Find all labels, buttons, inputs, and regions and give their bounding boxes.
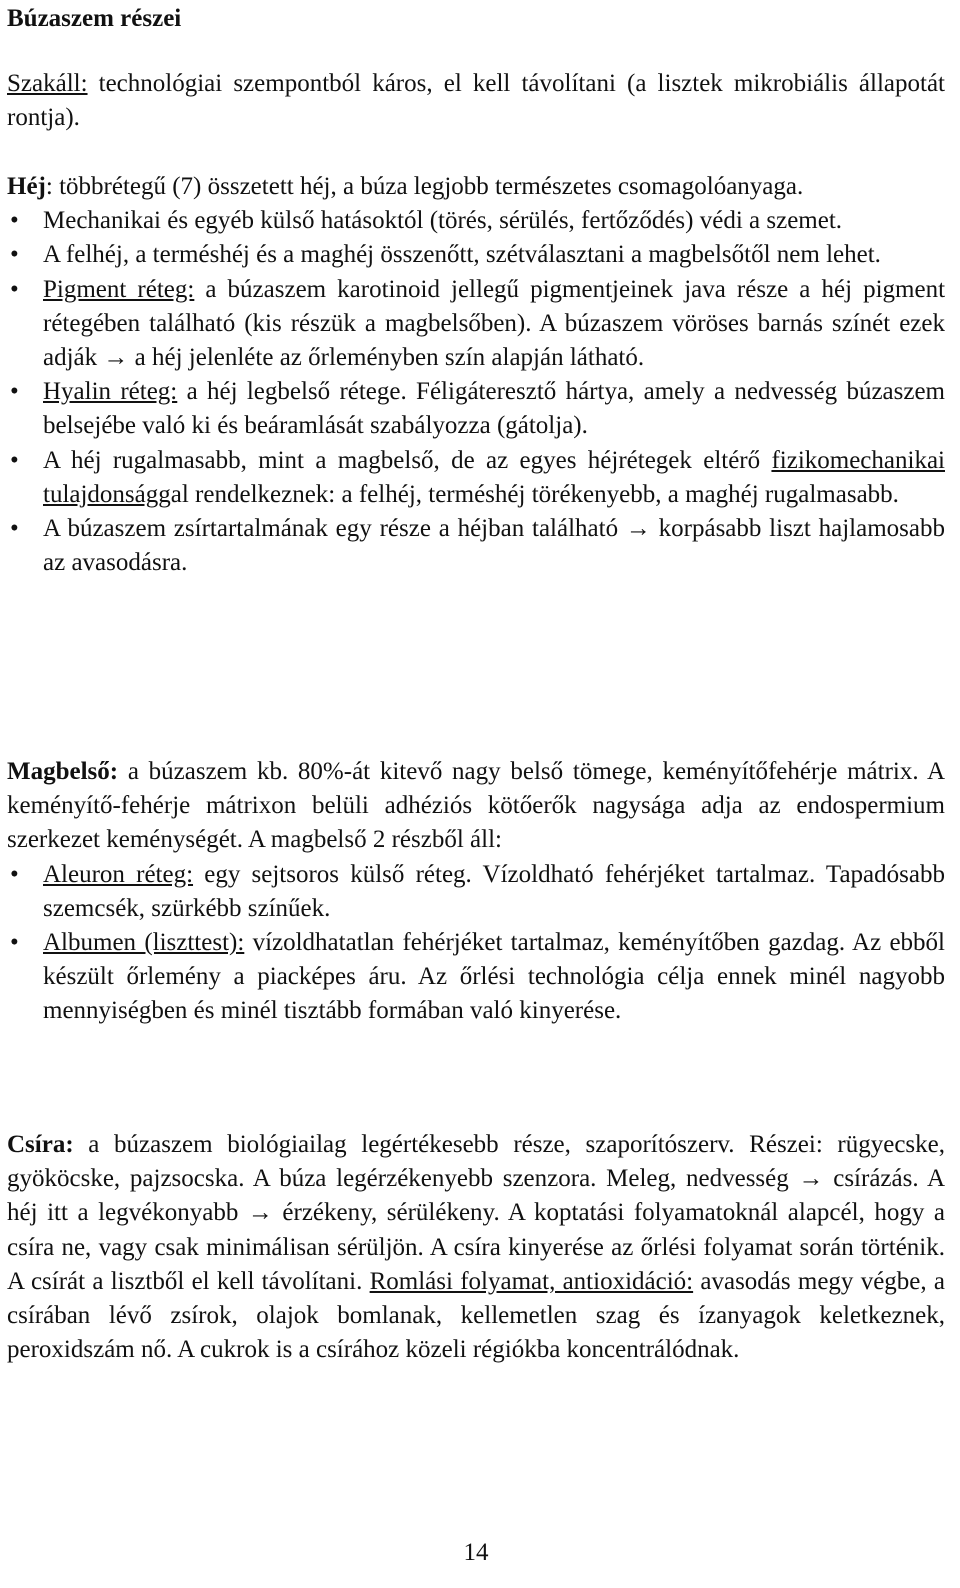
hej-intro-paragraph — [7, 170, 945, 204]
list-item-text-post: gal rendelkeznek: a felhéj, terméshéj törékenyebb, a maghéj rugalmasabb. — [158, 480, 899, 508]
page-number: 14 — [463, 1539, 489, 1566]
list-item-text: A búzaszem zsírtartalmának egy része a héjban található → korpásabb liszt hajlamosabb az avasodásra. — [43, 515, 945, 577]
hej-section — [7, 170, 945, 580]
magbelso-text: a búzaszem kb. 80%-át kitevő nagy belső tömege, keményítőfehérje mátrix. A keményítő-fehérje mátrixon belüli adhéziós kötőerők nagysága adja az endospermium szerkezet keménységét. A magbelső 2 részből áll: — [7, 758, 945, 854]
page-title: Búzaszem részei — [7, 5, 182, 32]
list-item-text: vízoldhatatlan fehérjéket tartalmaz, keményítőben gazdag. Az ebből készült őrlemény a piacképes áru. Az őrlési technológia célja ennek minél nagyobb mennyiségben és minél tisztább formában való kinyerése. — [43, 929, 945, 1025]
bullet-icon: • — [10, 275, 19, 303]
magbelso-term: Magbelső: — [7, 758, 119, 785]
list-item-text: egy sejtsoros külső réteg. Vízoldható fehérjéket tartalmaz. Tapadósabb szemcsék, szürkébb színűek. — [43, 860, 945, 922]
bullet-icon: • — [10, 241, 19, 269]
hej-bullet-list — [7, 204, 945, 580]
magbelso-bullet-list — [7, 858, 945, 1029]
bullet-icon: • — [10, 929, 19, 957]
list-item — [7, 204, 945, 238]
list-item-text: Mechanikai és egyéb külső hatásoktól (törés, sérülés, fertőződés) védi a szemet. — [43, 207, 843, 235]
list-item — [7, 375, 945, 443]
szakall-paragraph — [7, 67, 945, 135]
list-item-text-pre: A héj rugalmasabb, mint a magbelső, de az egyes héjrétegek eltérő — [43, 446, 772, 474]
csira-text-2: avasodás megy végbe, a csírában lévő zsírok, olajok bomlanak, kellemetlen szag és ízanyagok keletkeznek, peroxidszám nő. A cukrok is a csírához közeli régiókba koncentrálódnak. — [7, 1267, 946, 1364]
csira-term: Csíra: — [7, 1131, 74, 1158]
csira-term-2: Romlási folyamat, antioxidáció: — [369, 1267, 694, 1295]
bullet-icon: • — [10, 515, 19, 543]
szakall-text: technológiai szempontból káros, el kell távolítani (a lisztek mikrobiális állapotát rontja). — [7, 70, 945, 132]
hej-term: Héj — [7, 173, 46, 200]
list-item-term: fizikomechanikai tulajdonság — [43, 446, 945, 508]
bullet-icon: • — [10, 446, 19, 474]
list-item-text: A felhéj, a terméshéj és a maghéj összenőtt, szétválasztani a magbelsőtől nem lehet. — [43, 241, 881, 269]
list-item — [7, 238, 945, 272]
bullet-icon: • — [10, 860, 19, 888]
list-item — [7, 444, 945, 512]
list-item — [7, 273, 945, 376]
list-item-text: a búzaszem karotinoid jellegű pigmentjeinek java része a héj pigment rétegében található (kis részük a magbelsőben). A búzaszem vöröses barnás színét ezek adják → a héj jelenléte az őrleményben szín alapján látható. — [43, 275, 946, 372]
szakall-term: Szakáll: — [7, 70, 88, 97]
list-item — [7, 858, 945, 926]
list-item-text: a héj legbelső rétege. Féligáteresztő hártya, amely a nedvesség búzaszem belsejébe való ki és beáramlását szabályozza (gátolja). — [43, 378, 946, 440]
csira-text: a búzaszem biológiailag legértékesebb része, szaporítószerv. Részei: rügyecske, gyököcske, pajzsocska. A búza legérzékenyebb szenzora. Meleg, nedvesség → csírázás. A héj itt a legvékonyabb → érzékeny, sérülékeny. A koptatási folyamatoknál alapcél, hogy a csíra ne, vagy csak minimálisan sérüljön. A csíra kinyerése az őrlési folyamat során történik. A csírát a lisztből el kell távolítani. — [7, 1131, 945, 1295]
list-item-term: Hyalin réteg: — [43, 378, 178, 406]
bullet-icon: • — [10, 378, 19, 406]
list-item-term: Pigment réteg: — [43, 275, 195, 303]
list-item — [7, 512, 945, 580]
csira-paragraph — [7, 1128, 945, 1367]
list-item-term: Albumen (liszttest): — [43, 929, 245, 957]
magbelso-section — [7, 755, 945, 1029]
list-item — [7, 926, 945, 1029]
bullet-icon: • — [10, 207, 19, 235]
magbelso-paragraph — [7, 755, 945, 858]
list-item-term: Aleuron réteg: — [43, 860, 194, 888]
hej-intro: : többrétegű (7) összetett héj, a búza legjobb természetes csomagolóanyaga. — [45, 173, 804, 200]
